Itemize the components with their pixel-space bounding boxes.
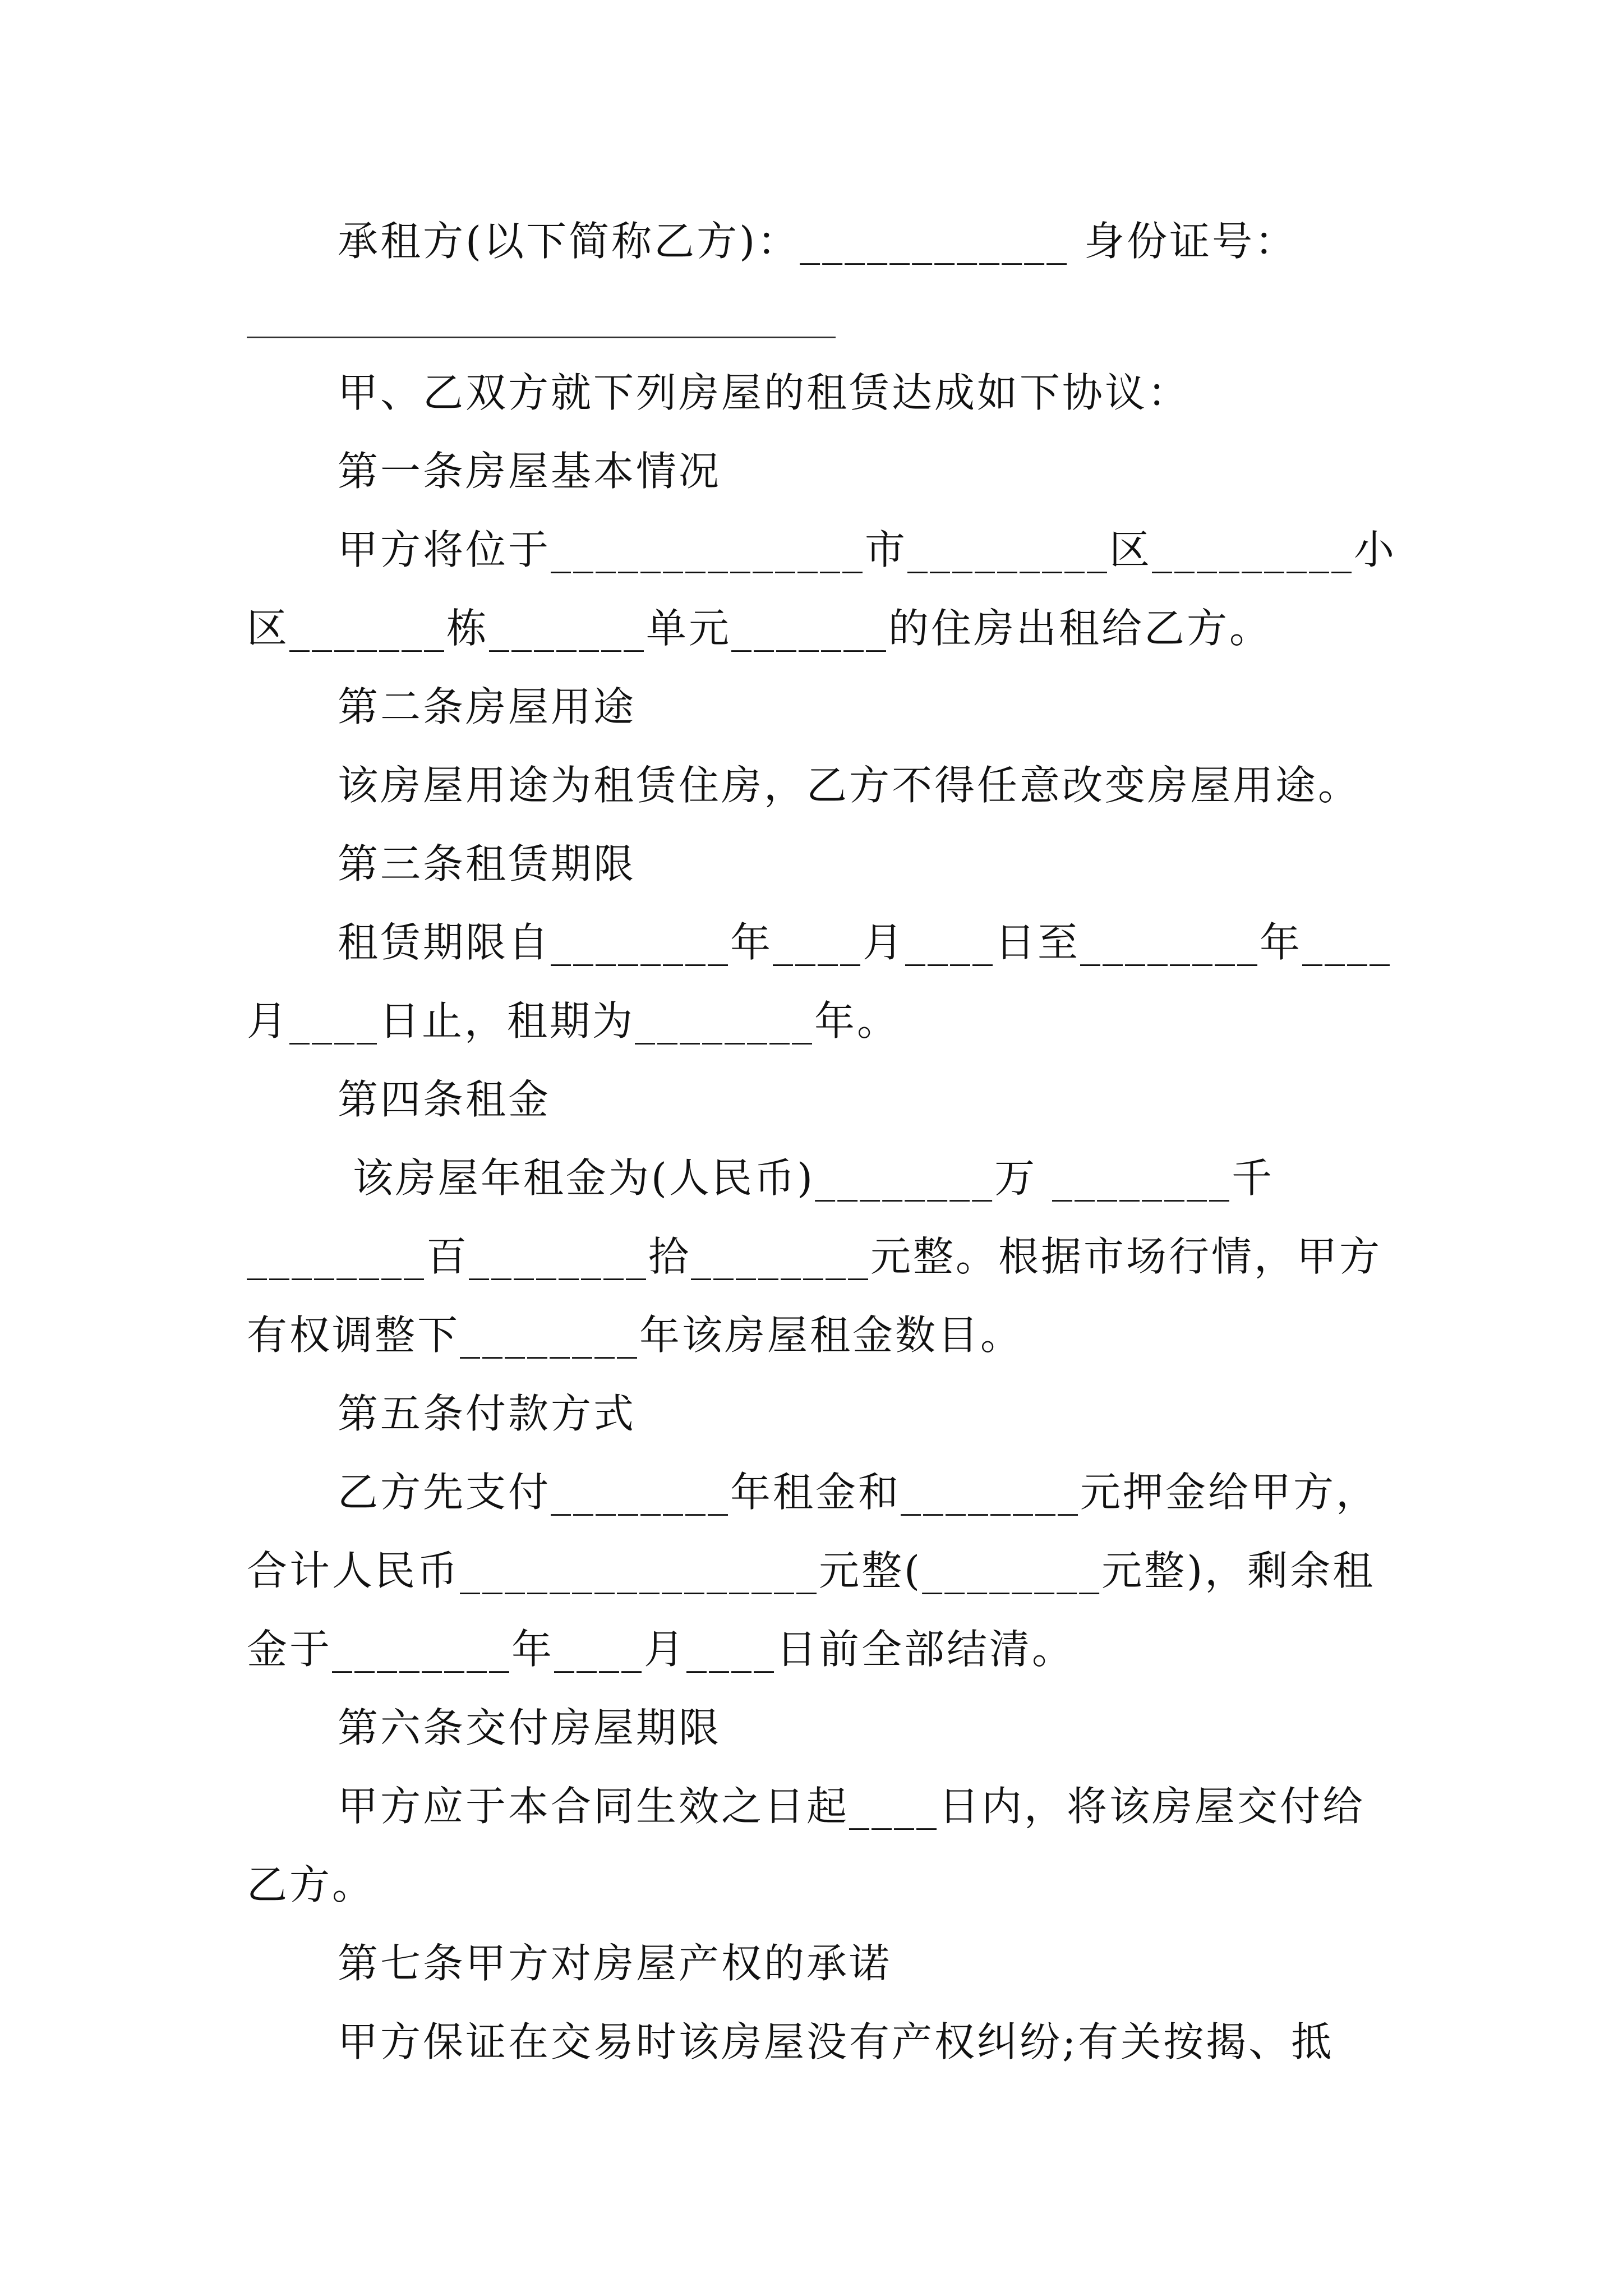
article-1-text-2: 区_______栋_______单元_______的住房出租给乙方。 [247, 605, 1272, 652]
article-3-text-1: 租赁期限自________年____月____日至________年____ [338, 919, 1393, 966]
article-7-heading: 第七条甲方对房屋产权的承诺 [338, 1940, 892, 1987]
agreement-intro: 甲、乙双方就下列房屋的租赁达成如下协议： [338, 369, 1191, 416]
article-4-heading: 第四条租金 [338, 1076, 551, 1123]
article-5-text-3: 金于________年____月____日前全部结清。 [247, 1626, 1075, 1673]
article-5-heading: 第五条付款方式 [338, 1390, 637, 1437]
article-7-text-1: 甲方保证在交易时该房屋没有产权纠纷;有关按揭、抵 [338, 2018, 1334, 2065]
article-4-text-2: ________百________拾________元整。根据市场行情，甲方 [247, 1233, 1382, 1280]
article-2-heading: 第二条房屋用途 [338, 683, 637, 730]
id-number-blank [247, 337, 836, 338]
article-1-text-1: 甲方将位于______________市_________区_________小 [338, 526, 1397, 573]
article-3-text-2: 月____日止，租期为________年。 [247, 997, 900, 1045]
article-2-text: 该房屋用途为租赁住房，乙方不得任意改变房屋用途。 [338, 762, 1361, 809]
article-5-text-1: 乙方先支付________年租金和________元押金给甲方， [338, 1469, 1379, 1516]
article-3-heading: 第三条租赁期限 [338, 840, 637, 887]
article-4-text-3: 有权调整下________年该房屋租金数目。 [247, 1312, 1023, 1359]
article-5-text-2: 合计人民币________________元整(________元整)，剩余租 [247, 1547, 1376, 1594]
article-4-text-1: 该房屋年租金为(人民币)________万 ________千 [338, 1154, 1274, 1202]
article-6-text-1: 甲方应于本合同生效之日起____日内，将该房屋交付给 [338, 1783, 1366, 1830]
tenant-line: 承租方(以下简称乙方)：____________ 身份证号： [338, 218, 1298, 265]
article-1-heading: 第一条房屋基本情况 [338, 448, 722, 495]
article-6-text-2: 乙方。 [247, 1861, 375, 1908]
article-6-heading: 第六条交付房屋期限 [338, 1704, 722, 1751]
